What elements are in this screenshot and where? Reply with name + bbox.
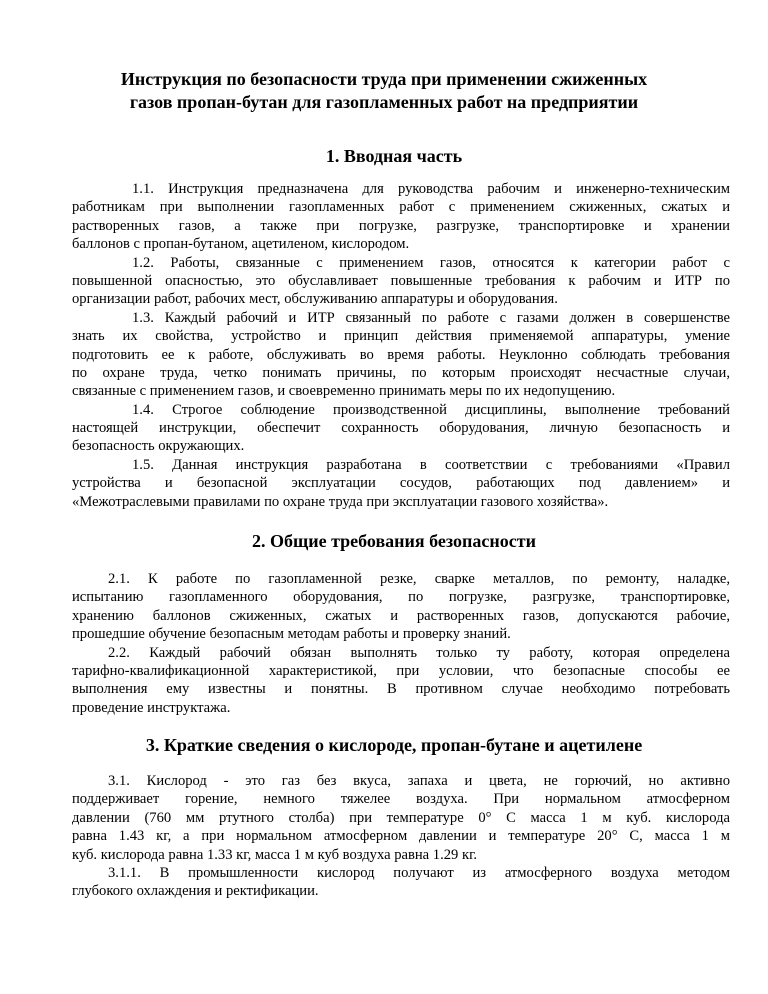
paragraph-line: 1.1. Инструкция предназначена для руководства рабочим и инженерно-техническим (132, 181, 730, 197)
paragraph-line: растворенных газов, а также при погрузке, разгрузке, транспортировке и хранении (72, 217, 730, 234)
section-heading-1: 1. Вводная часть (325, 146, 463, 166)
section-body-2 (72, 570, 730, 717)
paragraph-line: равна 1.43 кг, а при нормальном атмосферном давлении и температуре 20° С, масса 1 м (72, 828, 730, 845)
paragraph-line: подготовить ее к работе, обслуживать во время работы. Неуклонно соблюдать требования (72, 346, 730, 363)
paragraph-line: прошедшие обучение безопасным методам работы и проверку знаний. (72, 626, 511, 643)
paragraph-line: 2.2. Каждый рабочий обязан выполнять только ту работу, которая определена (108, 644, 730, 661)
paragraph-line: 1.4. Строгое соблюдение производственной дисциплины, выполнение требований (132, 401, 730, 418)
section-body-3 (72, 772, 730, 901)
paragraph-line: знать их свойства, устройство и принцип действия применяемой аппаратуры, умение (72, 328, 730, 345)
document-title (60, 68, 708, 114)
title-line: Инструкция по безопасности труда при применении сжиженных (120, 69, 648, 89)
section-heading-2: 2. Общие требования безопасности (252, 531, 536, 551)
paragraph-line: хранению баллонов сжиженных, сжатых и растворенных газов, допускаются рабочие, (72, 607, 730, 624)
paragraph-line: 2.1. К работе по газопламенной резке, сварке металлов, по ремонту, наладке, (108, 571, 730, 587)
paragraph-line: работникам при выполнении газопламенных работ с применением сжиженных, сжатых и (72, 199, 730, 216)
paragraph-line: давлении (760 мм ртутного столба) при температуре 0° С масса 1 м куб. кислорода (72, 809, 730, 826)
paragraph-line: выполнения ему известны и понятны. В противном случае необходимо потребовать (72, 681, 730, 698)
paragraph-line: повышенной опасностью, это обуславливает повышенные требования к рабочим и ИТР по (72, 272, 730, 289)
paragraph-line: настоящей инструкции, обеспечит сохранность оборудования, личную безопасность и (72, 420, 730, 437)
paragraph-line: тарифно-квалификационной характеристикой, при условии, что безопасные способы ее (72, 662, 730, 679)
paragraph-line: баллонов с пропан-бутаном, ацетиленом, кислородом. (72, 236, 410, 253)
paragraph-line: организации работ, рабочих мест, обслуживанию аппаратуры и оборудования. (72, 291, 558, 308)
paragraph-line: «Межотраслевыми правилами по охране труда при эксплуатации газового хозяйства». (72, 493, 609, 510)
paragraph-line: 3.1. Кислород - это газ без вкуса, запаха и цвета, не горючий, но активно (108, 773, 730, 789)
paragraph-line: связанные с применением газов, и своевременно принимать меры по их недопущению. (72, 383, 616, 400)
title-line: газов пропан-бутан для газопламенных работ на предприятии (129, 92, 639, 112)
paragraph-line: испытанию газопламенного оборудования, по погрузке, разгрузке, транспортировке, (72, 589, 730, 606)
section-heading-3: 3. Краткие сведения о кислороде, пропан-бутане и ацетилене (145, 735, 643, 755)
paragraph-line: безопасность окружающих. (72, 438, 245, 455)
paragraph-line: 1.5. Данная инструкция разработана в соответствии с требованиями «Правил (132, 456, 730, 473)
section-body-1 (72, 180, 730, 511)
paragraph-line: устройства и безопасной эксплуатации сосудов, работающих под давлением» и (72, 475, 730, 492)
paragraph-line: 1.3. Каждый рабочий и ИТР связанный по работе с газами должен в совершенстве (132, 309, 730, 326)
paragraph-line: 1.2. Работы, связанные с применением газов, относятся к категории работ с (132, 254, 730, 271)
paragraph-line: проведение инструктажа. (72, 699, 231, 716)
paragraph-line: поддерживает горение, немного тяжелее воздуха. При нормальном атмосферном (72, 791, 730, 808)
paragraph-line: куб. кислорода равна 1.33 кг, масса 1 м куб воздуха равна 1.29 кг. (72, 846, 478, 863)
paragraph-line: глубокого охлаждения и ректификации. (72, 883, 319, 900)
paragraph-line: по охране труда, четко понимать причины, по которым происходят несчастные случаи, (72, 364, 730, 381)
paragraph-line: 3.1.1. В промышленности кислород получают из атмосферного воздуха методом (108, 864, 730, 881)
